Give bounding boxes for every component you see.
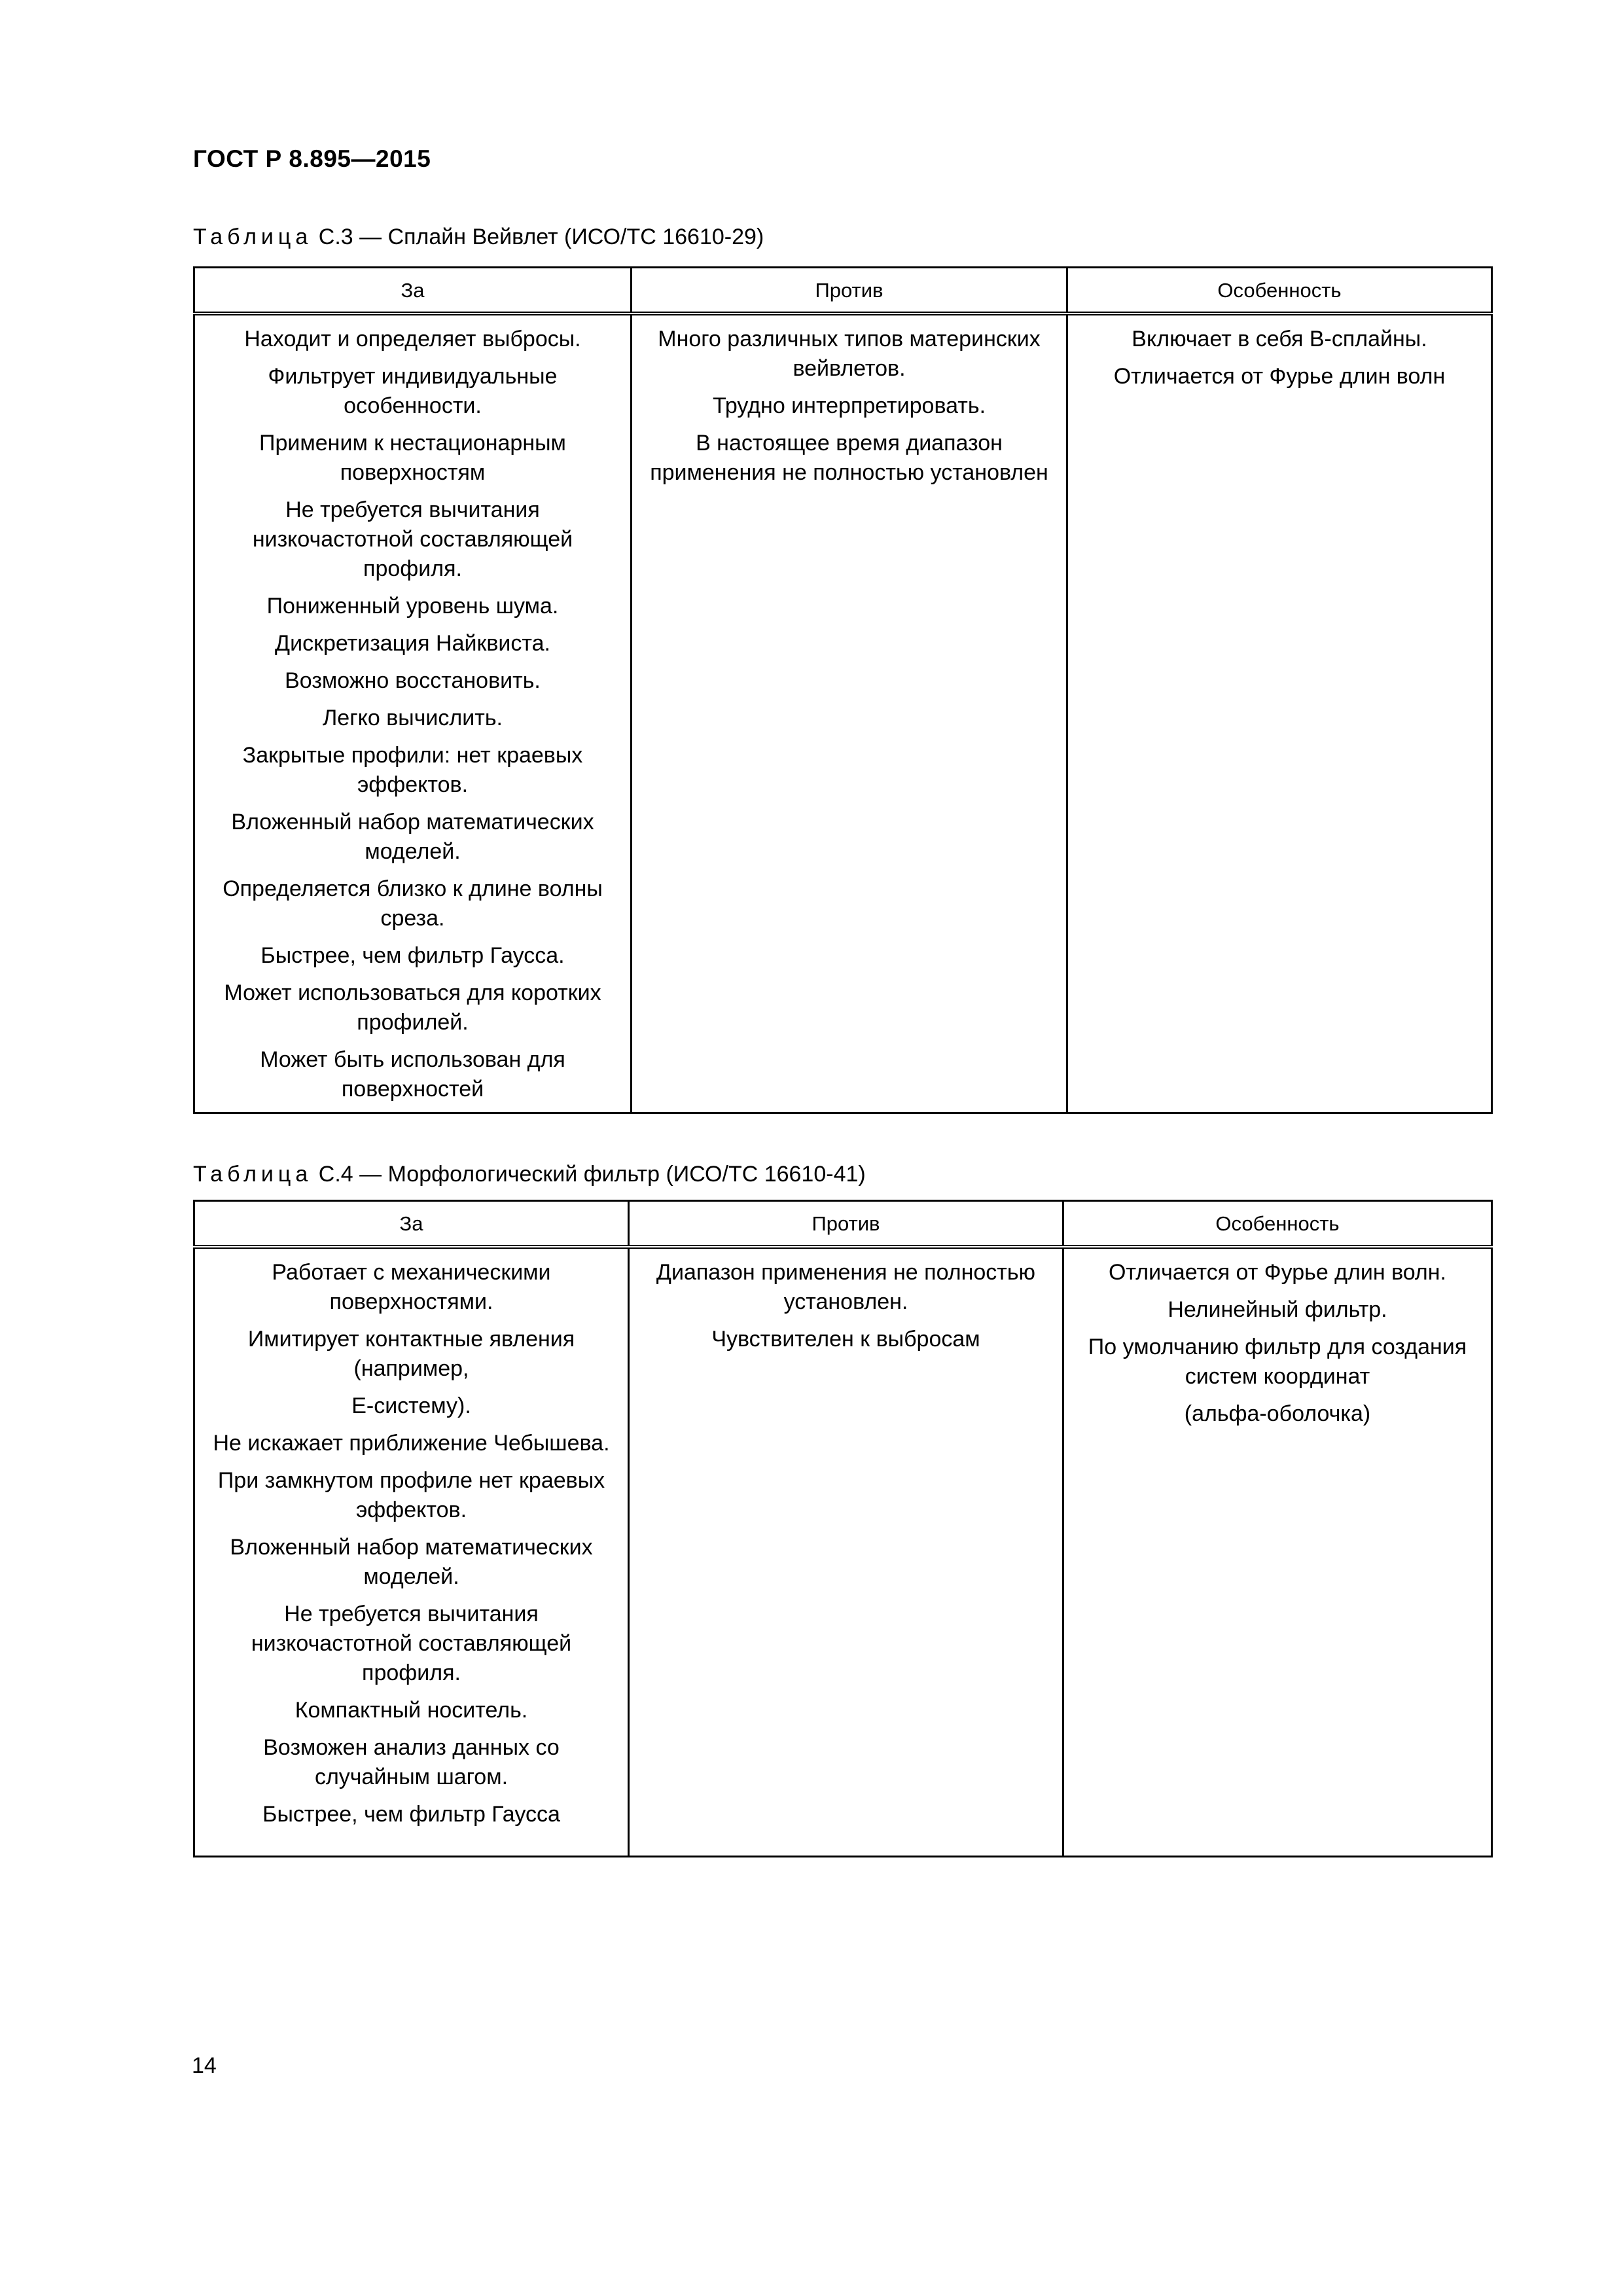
column-header-cons: Против xyxy=(629,1201,1063,1247)
document-code: ГОСТ Р 8.895—2015 xyxy=(193,145,431,172)
table-c4 xyxy=(193,1200,1493,1857)
cell-entry: Нелинейный фильтр. xyxy=(1168,1297,1387,1322)
cell-entry: Включает в себя В-сплайны. xyxy=(1132,327,1427,351)
caption-prefix: Таблица xyxy=(193,224,313,249)
cell-entry: В настоящее время диапазон применения не полностью установлен xyxy=(650,431,1048,485)
cell-entry: Трудно интерпретировать. xyxy=(712,393,986,418)
column-header-features: Особенность xyxy=(1067,268,1492,314)
column-header-features: Особенность xyxy=(1063,1201,1492,1247)
cell-entry: Пониженный уровень шума. xyxy=(266,594,559,619)
cell-entry: Компактный носитель. xyxy=(294,1698,528,1723)
cell-entry: (альфа-оболочка) xyxy=(1184,1401,1371,1426)
caption-title: — Морфологический фильтр (ИСО/ТС 16610-41) xyxy=(353,1162,866,1187)
caption-number: С.4 xyxy=(318,1162,353,1187)
cell-entry: Диапазон применения не полностью установлен. xyxy=(656,1260,1036,1314)
cell-entry: Определяется близко к длине волны среза. xyxy=(223,876,603,931)
pros-cell xyxy=(194,314,632,1113)
cell-entry: Находит и определяет выбросы. xyxy=(244,327,581,351)
column-header-pros: За xyxy=(194,268,632,314)
cell-entry: Вложенный набор математических моделей. xyxy=(231,810,594,864)
table-row xyxy=(194,1247,1492,1857)
cell-entry: Может быть использован для поверхностей xyxy=(260,1047,565,1102)
caption-number: С.3 xyxy=(318,224,353,249)
table-c3-caption xyxy=(193,224,764,250)
cell-entry: Легко вычислить. xyxy=(322,706,503,730)
cell-entry: Применим к нестационарным поверхностям xyxy=(259,431,566,485)
page-number: 14 xyxy=(192,2053,217,2078)
cell-entry: Имитирует контактные явления (например, xyxy=(247,1327,575,1381)
caption-title: — Сплайн Вейвлет (ИСО/ТС 16610-29) xyxy=(353,224,764,249)
cell-entry: Много различных типов материнских вейвлетов. xyxy=(658,327,1041,381)
table-c3 xyxy=(193,266,1493,1114)
cell-entry: Не искажает приближение Чебышева. xyxy=(213,1431,610,1456)
cell-entry: Может использоваться для коротких профилей. xyxy=(224,980,601,1035)
features-cell xyxy=(1063,1247,1492,1857)
cell-entry: Е-систему). xyxy=(351,1393,471,1418)
cell-entry: Возможен анализ данных со случайным шагом. xyxy=(263,1735,560,1789)
table-c4-caption xyxy=(193,1162,866,1187)
cell-entry: Отличается от Фурье длин волн. xyxy=(1109,1260,1446,1285)
table-header-row xyxy=(194,268,1492,314)
cons-cell xyxy=(629,1247,1063,1857)
column-header-cons: Против xyxy=(632,268,1067,314)
table-row xyxy=(194,314,1492,1113)
caption-prefix: Таблица xyxy=(193,1162,313,1187)
column-header-pros: За xyxy=(194,1201,629,1247)
cell-entry: Чувствителен к выбросам xyxy=(711,1327,980,1352)
features-cell xyxy=(1067,314,1492,1113)
cell-entry: Отличается от Фурье длин волн xyxy=(1113,364,1446,389)
cell-entry: Закрытые профили: нет краевых эффектов. xyxy=(242,743,583,797)
cell-entry: Не требуется вычитания низкочастотной составляющей профиля. xyxy=(252,497,573,581)
pros-cell xyxy=(194,1247,629,1857)
cell-entry: Работает с механическими поверхностями. xyxy=(272,1260,551,1314)
cell-entry: Дискретизация Найквиста. xyxy=(275,631,550,656)
table-header-row xyxy=(194,1201,1492,1247)
cell-entry: Возможно восстановить. xyxy=(285,668,541,693)
cons-cell xyxy=(632,314,1067,1113)
cell-entry: Не требуется вычитания низкочастотной составляющей профиля. xyxy=(251,1602,572,1685)
cell-entry: При замкнутом профиле нет краевых эффектов. xyxy=(217,1468,605,1522)
cell-entry: Фильтрует индивидуальные особенности. xyxy=(268,364,558,418)
cell-entry: По умолчанию фильтр для создания систем координат xyxy=(1088,1335,1467,1389)
cell-entry: Быстрее, чем фильтр Гаусса. xyxy=(260,943,565,968)
cell-entry: Быстрее, чем фильтр Гаусса xyxy=(262,1802,560,1827)
cell-entry: Вложенный набор математических моделей. xyxy=(230,1535,593,1589)
